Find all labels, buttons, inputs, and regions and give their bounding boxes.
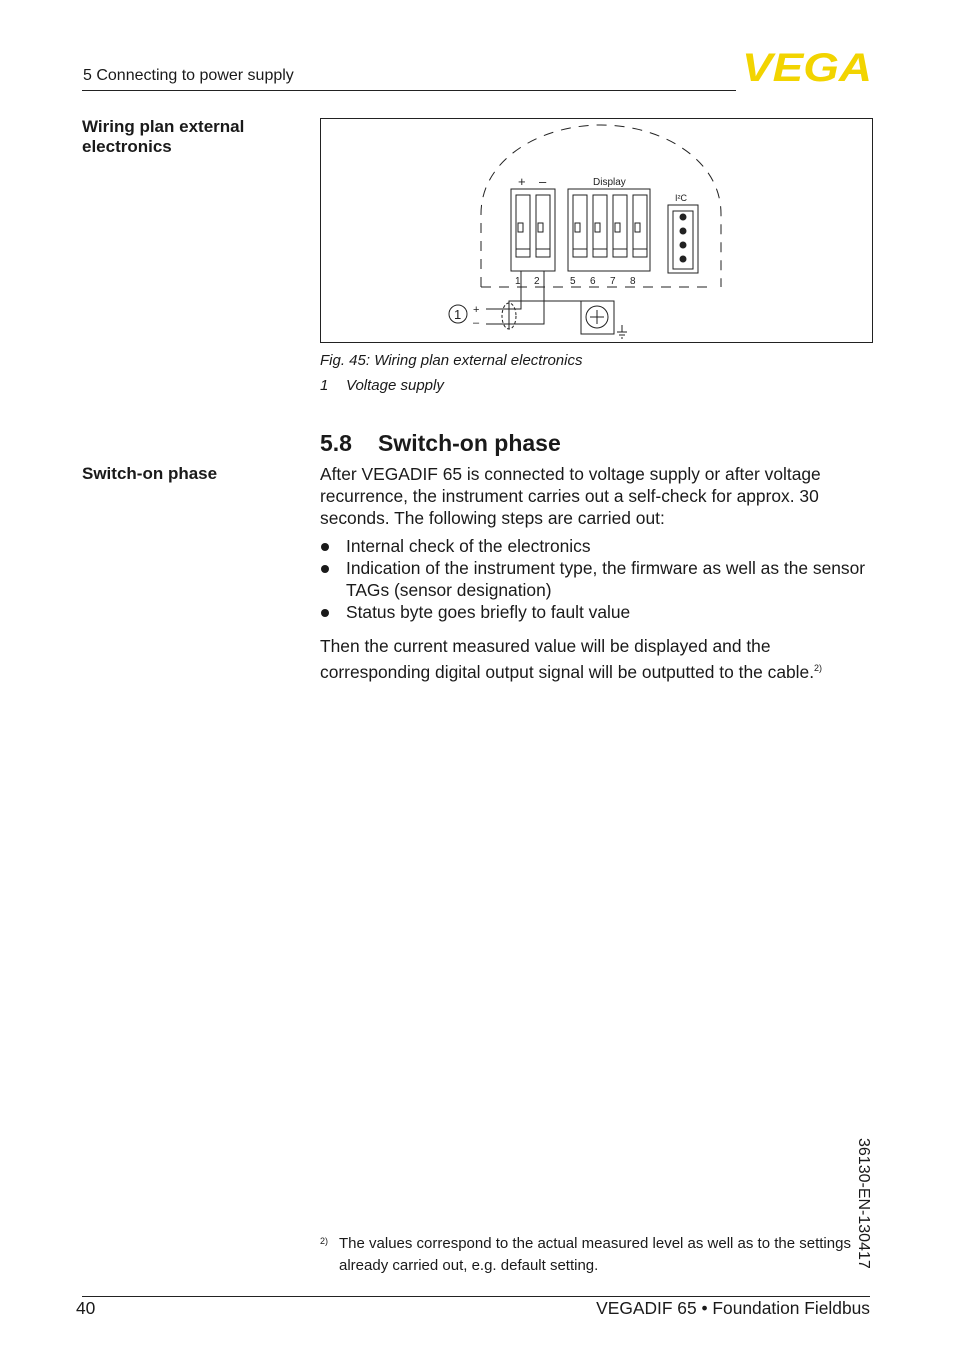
footer-title: VEGADIF 65 • Foundation Fieldbus — [596, 1298, 870, 1318]
supply-plus-label: + — [473, 304, 480, 316]
legend-text: Voltage supply — [346, 377, 444, 394]
section-title: Switch-on phase — [378, 430, 561, 456]
legend-number: 1 — [320, 377, 329, 394]
list-item: Internal check of the electronics — [320, 535, 880, 557]
wiring-diagram — [321, 119, 874, 344]
section-number: 5.8 — [320, 430, 352, 456]
figure-legend — [320, 377, 444, 394]
wiring-figure — [320, 118, 873, 343]
power-terminal-block — [511, 189, 555, 271]
intro-paragraph: After VEGADIF 65 is connected to voltage supply or after voltage recurrence, the instrument carries out a self-check for approx. 30 seconds. The following steps are carried out: — [320, 464, 821, 528]
footnote-text: The values correspond to the actual measured level as well as to the settings already carried out, e.g. default setting. — [339, 1235, 851, 1274]
wiring-side-label: Wiring plan external electronics — [82, 117, 245, 156]
callout-number: 1 — [454, 307, 462, 322]
ground-wire — [509, 301, 581, 329]
terminal-number: 6 — [590, 276, 596, 287]
terminal-number: 5 — [570, 276, 576, 287]
footnote-ref[interactable]: 2) — [814, 663, 823, 673]
running-header: 5 Connecting to power supply — [83, 67, 294, 84]
terminal-number: 8 — [630, 276, 636, 287]
logo-text: VEGA — [742, 50, 872, 84]
figure-caption: Fig. 45: Wiring plan external electronics — [320, 352, 583, 369]
vega-logo — [742, 50, 872, 84]
terminal-number: 1 — [515, 276, 521, 287]
ground-terminal — [581, 301, 614, 334]
bullet-icon — [321, 565, 329, 573]
header-divider — [82, 90, 736, 91]
list-item: Status byte goes briefly to fault value — [320, 601, 880, 623]
list-item: Indication of the instrument type, the firmware as well as the sensor TAGs (sensor designation) — [320, 557, 880, 601]
self-check-steps — [320, 535, 880, 623]
outro-paragraph: Then the current measured value will be displayed and the corresponding digital output signal will be outputted to the cable.$^{2)}$ — [320, 636, 823, 682]
display-terminal-block — [568, 189, 650, 271]
plus-label: + — [518, 174, 526, 189]
supply-minus-label: – — [473, 317, 480, 329]
display-label: Display — [593, 177, 626, 188]
bullet-icon — [321, 543, 329, 551]
section-heading — [320, 430, 561, 457]
footnote-mark: 2) — [320, 1236, 329, 1246]
page-number: 40 — [76, 1298, 96, 1318]
terminal-number: 7 — [610, 276, 616, 287]
i2c-connector — [668, 205, 698, 273]
minus-label: – — [539, 174, 547, 189]
i2c-label: I²C — [675, 193, 687, 203]
housing-outline — [481, 125, 721, 287]
document-id: 36130-EN-130417 — [855, 1138, 872, 1269]
terminal-number: 2 — [534, 276, 540, 287]
ground-icon — [617, 325, 627, 338]
bullet-icon — [321, 609, 329, 617]
footer-divider — [82, 1296, 870, 1297]
switch-on-side-label: Switch-on phase — [82, 464, 218, 483]
